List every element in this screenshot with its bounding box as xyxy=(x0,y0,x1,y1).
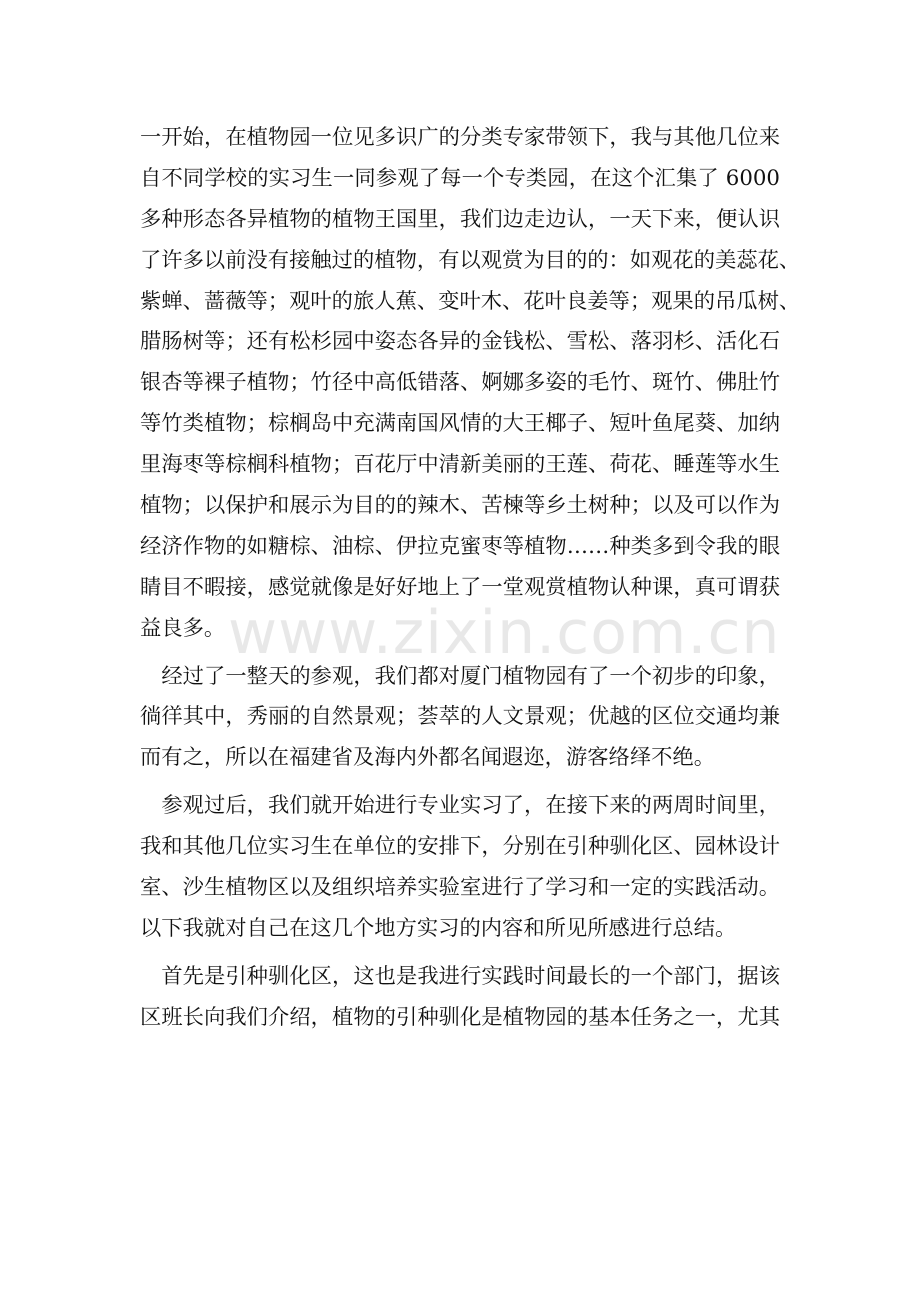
text-line: 植物；以保护和展示为目的的辣木、苦楝等乡土树种；以及可以作为 xyxy=(140,493,780,519)
text-line: 而有之，所以在福建省及海内外都名闻遐迩，游客络绎不绝。 xyxy=(140,745,716,771)
text-line: 腊肠树等；还有松杉园中姿态各异的金钱松、雪松、落羽杉、活化石 xyxy=(140,329,780,355)
text-line: 睛目不暇接，感觉就像是好好地上了一堂观赏植物认种课，真可谓获 xyxy=(140,574,780,600)
text-line: 室、沙生植物区以及组织培养实验室进行了学习和一定的实践活动。 xyxy=(140,875,780,901)
text-line: 多种形态各异植物的植物王国里，我们边走边认，一天下来，便认识 xyxy=(140,206,780,232)
text-line: 首先是引种驯化区，这也是我进行实践时间最长的一个部门，据该 xyxy=(140,963,780,989)
paragraph xyxy=(140,786,780,950)
paragraph xyxy=(140,957,780,1039)
text-line: 区班长向我们介绍，植物的引种驯化是植物园的基本任务之一，尤其 xyxy=(140,1004,780,1030)
watermark-text: www.zixin.com.cn xyxy=(228,598,781,668)
text-line: 以下我就对自己在这几个地方实习的内容和所见所感进行总结。 xyxy=(140,915,737,941)
text-line: 紫蝉、蔷薇等；观叶的旅人蕉、变叶木、花叶良姜等；观果的吊瓜树、 xyxy=(140,288,801,314)
text-line: 了许多以前没有接触过的植物，有以观赏为目的的：如观花的美蕊花、 xyxy=(140,247,801,273)
text-line: 益良多。 xyxy=(140,615,226,641)
body-text xyxy=(140,118,801,1039)
text-line: 自不同学校的实习生一同参观了每一个专类园，在这个汇集了 6000 xyxy=(140,165,780,191)
text-line: 参观过后，我们就开始进行专业实习了，在接下来的两周时间里， xyxy=(140,793,780,819)
text-line: 经过了一整天的参观，我们都对厦门植物园有了一个初步的印象， xyxy=(140,663,780,689)
text-line: 等竹类植物；棕榈岛中充满南国风情的大王椰子、短叶鱼尾葵、加纳 xyxy=(140,411,780,437)
text-line: 银杏等裸子植物；竹径中高低错落、婀娜多姿的毛竹、斑竹、佛肚竹 xyxy=(140,370,780,396)
text-line: 里海枣等棕榈科植物；百花厅中清新美丽的王莲、荷花、睡莲等水生 xyxy=(140,452,780,478)
text-line: 我和其他几位实习生在单位的安排下，分别在引种驯化区、园林设计 xyxy=(140,834,780,860)
paragraph xyxy=(140,657,780,780)
text-line: 徜徉其中，秀丽的自然景观；荟萃的人文景观；优越的区位交通均兼 xyxy=(140,704,780,730)
paragraph-gap xyxy=(140,779,780,786)
text-line: 一开始，在植物园一位见多识广的分类专家带领下，我与其他几位来 xyxy=(140,125,780,150)
paragraph-gap xyxy=(140,650,780,657)
paragraph xyxy=(140,118,801,650)
paragraph-gap xyxy=(140,950,780,957)
text-line: 经济作物的如糖棕、油棕、伊拉克蜜枣等植物……种类多到令我的眼 xyxy=(140,533,780,559)
